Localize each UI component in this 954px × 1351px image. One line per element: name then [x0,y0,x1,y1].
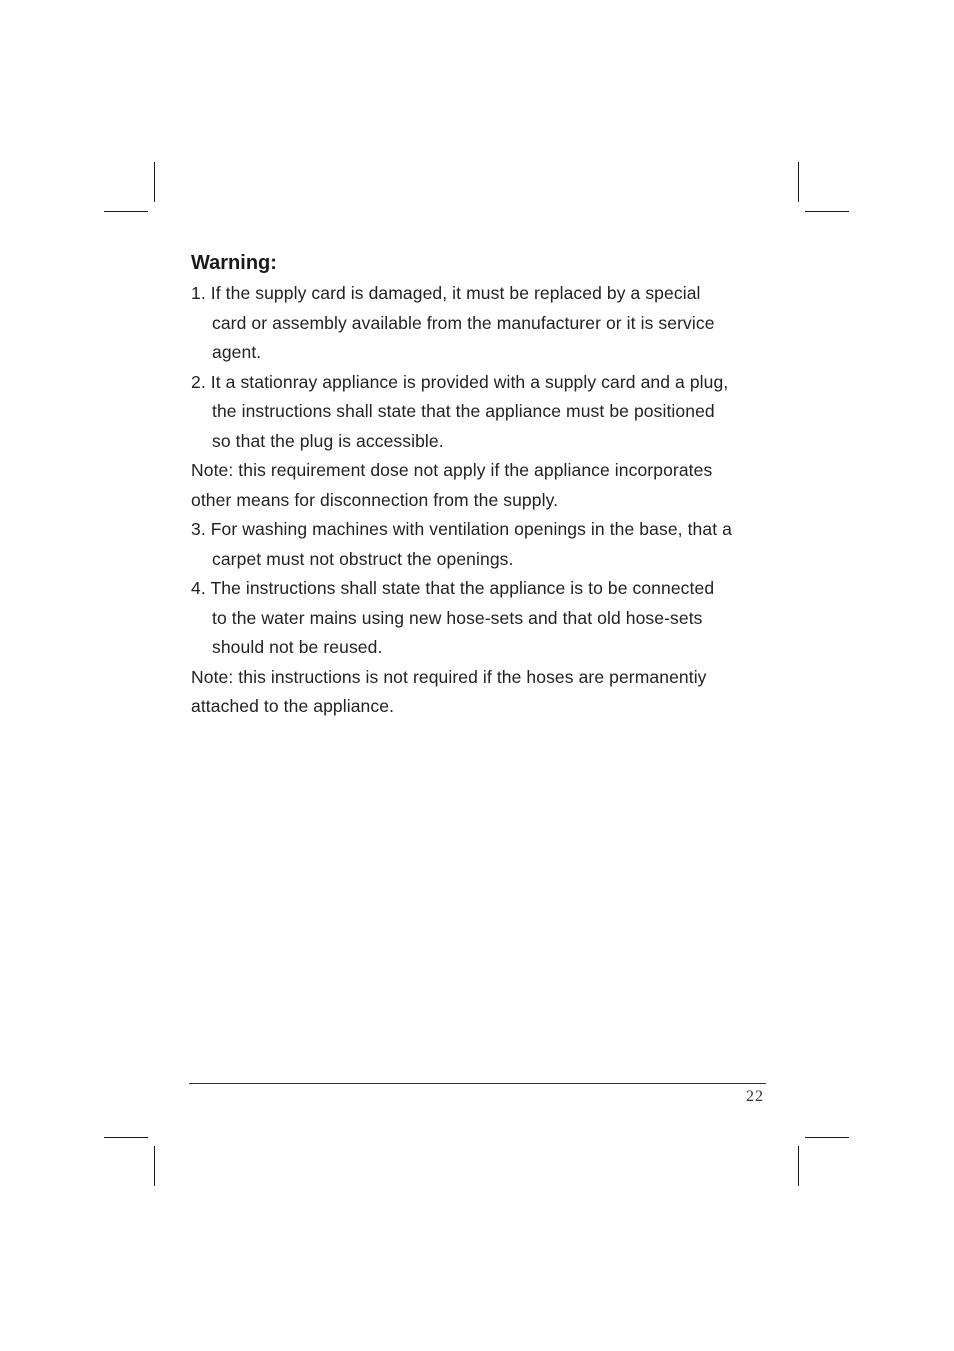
item-4-line-1: 4. The instructions shall state that the appliance is to be connected [191,578,715,598]
item-1-line-2: card or assembly available from the manufacturer or it is service [212,312,715,333]
crop-mark-bottom-right-horizontal [805,1137,849,1138]
item-4-line-2: to the water mains using new hose-sets and that old hose-sets [212,607,703,628]
note-1-line-2: other means for disconnection from the supply. [191,489,559,510]
crop-mark-bottom-left-horizontal [104,1137,148,1138]
item-2-line-1: 2. It a stationray appliance is provided with a supply card and a plug, [191,371,729,392]
crop-mark-top-right-vertical [798,162,799,202]
item-3-line-2: carpet must not obstruct the openings. [212,548,514,569]
crop-mark-top-left-vertical [154,162,155,202]
item-2-line-3: so that the plug is accessible. [212,430,444,451]
warning-section [191,250,781,722]
crop-mark-bottom-left-vertical [154,1146,155,1186]
item-2-line-2: the instructions shall state that the appliance must be positioned [212,401,715,421]
footer-divider [189,1083,766,1084]
note-2-line-2: attached to the appliance. [191,696,395,716]
item-1-line-3: agent. [212,342,262,362]
page-number: 22 [746,1088,764,1105]
crop-mark-top-right-horizontal [805,211,849,212]
crop-mark-bottom-right-vertical [798,1146,799,1186]
note-1-line-1: Note: this requirement dose not apply if the appliance incorporates [191,460,713,480]
crop-mark-top-left-horizontal [104,211,148,212]
note-2-line-1: Note: this instructions is not required if the hoses are permanentiy [191,666,707,687]
warning-heading: Warning: [191,252,277,274]
item-1-line-1: 1. If the supply card is damaged, it must be replaced by a special [191,283,701,303]
item-3-line-1: 3. For washing machines with ventilation openings in the base, that a [191,519,732,539]
item-4-line-3: should not be reused. [212,637,383,657]
